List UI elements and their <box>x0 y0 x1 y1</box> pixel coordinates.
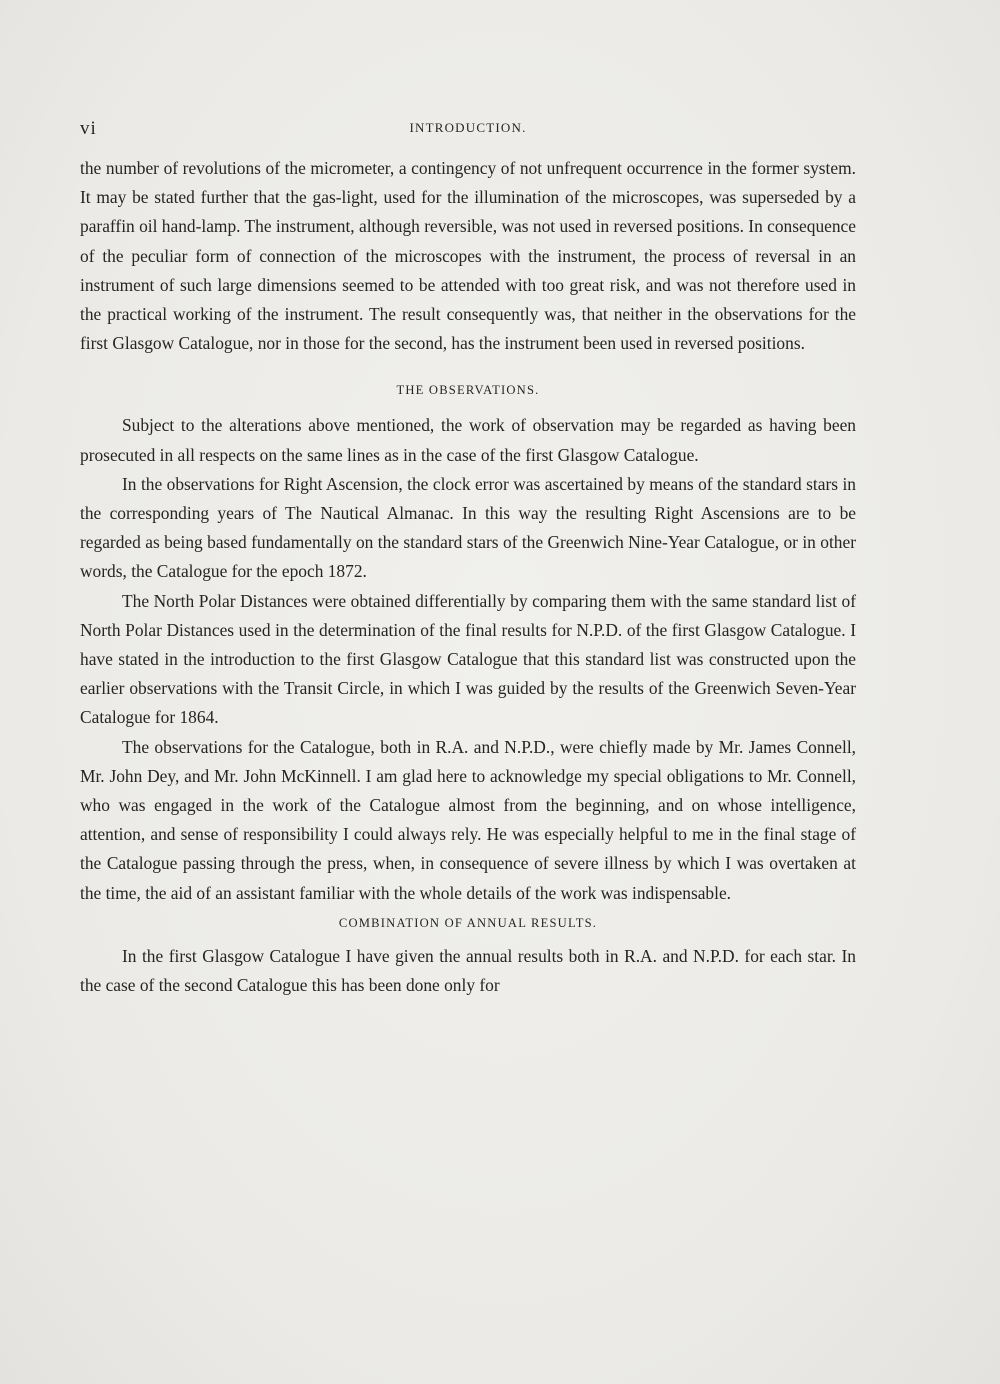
page-number: vi <box>80 118 97 139</box>
section-heading-annual-results: COMBINATION OF ANNUAL RESULTS. <box>338 915 598 930</box>
paragraph-alterations: Subject to the alterations above mentioned, the work of observation may be regarded as having been prosecuted in all respects on the same lines as in the case of the first Glasgow Catalogue. <box>80 415 856 465</box>
paragraph-observers: The observations for the Catalogue, both in R.A. and N.P.D., were chiefly made by Mr. James Connell, Mr. John Dey, and Mr. John McKinnell. I am glad here to acknowledge my special obligations to Mr. Connell, who was engaged in the work of the Catalogue almost from the beginning, and on whose intelligence, attention, and sense of responsibility I could always rely. He was especially helpful to me in the final stage of the Catalogue passing through the press, when, in consequence of severe illness by which I was overtaken at the time, the aid of an assistant familiar with the whole details of the work was indispensable. <box>80 736 856 903</box>
paragraph-annual-results: In the first Glasgow Catalogue I have given the annual results both in R.A. and N.P.D. for each star. In the case of the second Catalogue this has been done only for <box>80 945 856 996</box>
paragraph-continuation: the number of revolutions of the micrometer, a contingency of not unfrequent occurrence in the former system. It may be stated further that the gas-light, used for the illumination of the microscopes, was superseded by a paraffin oil hand-lamp. The instrument, although reversible, was not used in reversed positions. In consequence of the peculiar form of connection of the microscopes with the instrument, the process of reversal in an instrument of such large dimensions seemed to be attended with too great risk, and was not therefore used in the practical working of the instrument. The result consequently was, that neither in the observations for the first Glasgow Catalogue, nor in those for the second, has the instrument been used in reversed positions. <box>80 158 856 354</box>
paragraph-right-ascension: In the observations for Right Ascension, the clock error was ascertained by means of the standard stars in the corresponding years of The Nautical Almanac. In this way the resulting Right Ascensions are to be regarded as being based fundamentally on the standard stars of the Greenwich Nine-Year Catalogue, or in other words, the Catalogue for the epoch 1872. <box>80 473 856 582</box>
running-title: INTRODUCTION. <box>409 120 527 135</box>
section-heading-observations: THE OBSERVATIONS. <box>396 383 540 398</box>
page-header <box>80 118 856 142</box>
paragraph-north-polar-distances: The North Polar Distances were obtained differentially by comparing them with the same standard list of North Polar Distances used in the determination of the final results for N.P.D. of the first Glasgow Catalogue. I have stated in the introduction to the first Glasgow Catalogue that this standard list was constructed upon the earlier observations with the Transit Circle, in which I was guided by the results of the Greenwich Seven-Year Catalogue for 1864. <box>80 590 856 728</box>
page-body <box>80 154 856 1000</box>
